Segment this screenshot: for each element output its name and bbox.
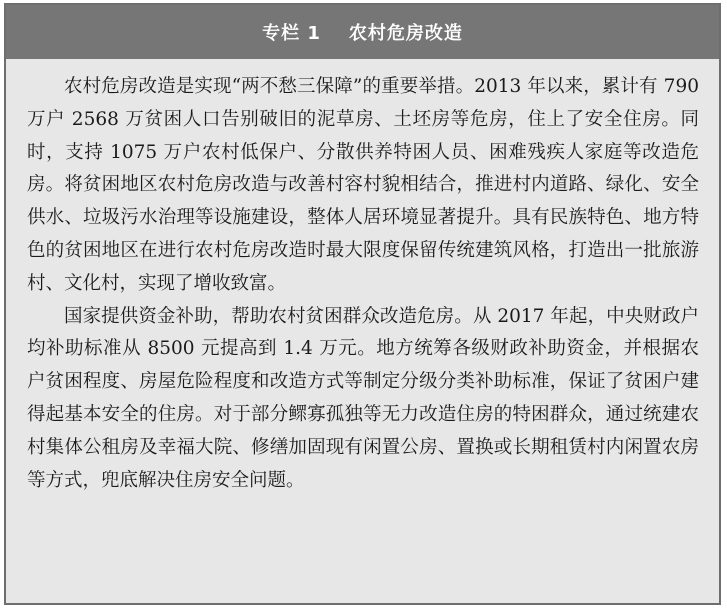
paragraph-1: 农村危房改造是实现“两不愁三保障”的重要举措。2013 年以来，累计有 790 万户 2568 万贫困人口告别破旧的泥草房、土坯房等危房，住上了安全住房。同时，支持 1075 万户农村低保户、分散供养特困人员、困难残疾人家庭等改造危房。将贫困地区农村危房改造与改善村容村貌相结合，推进村内道路、绿化、安全供水、垃圾污水治理等设施建设，整体人居环境显著提升。具有民族特色、地方特色的贫困地区在进行农村危房改造时最大限度保留传统建筑风格，打造出一批旅游村、文化村，实现了增收致富。 xyxy=(27,76,699,294)
box-header xyxy=(6,5,719,59)
sidebar-box xyxy=(4,3,721,605)
box-label: 专栏 1 xyxy=(262,23,321,44)
box-title: 农村危房改造 xyxy=(348,23,463,44)
paragraph-2: 国家提供资金补助，帮助农村贫困群众改造危房。从 2017 年起，中央财政户均补助标准从 8500 元提高到 1.4 万元。地方统筹各级财政补助资金，并根据农户贫困程度、房屋危险程度和改造方式等制定分级分类补助标准，保证了贫困户建得起基本安全的住房。对于部分鳏寡孤独等无力改造住房的特困群众，通过统建农村集体公租房及幸福大院、修缮加固现有闲置公房、置换或长期租赁村内闲置农房等方式，兜底解决住房安全问题。 xyxy=(27,305,699,491)
box-body xyxy=(6,59,719,497)
